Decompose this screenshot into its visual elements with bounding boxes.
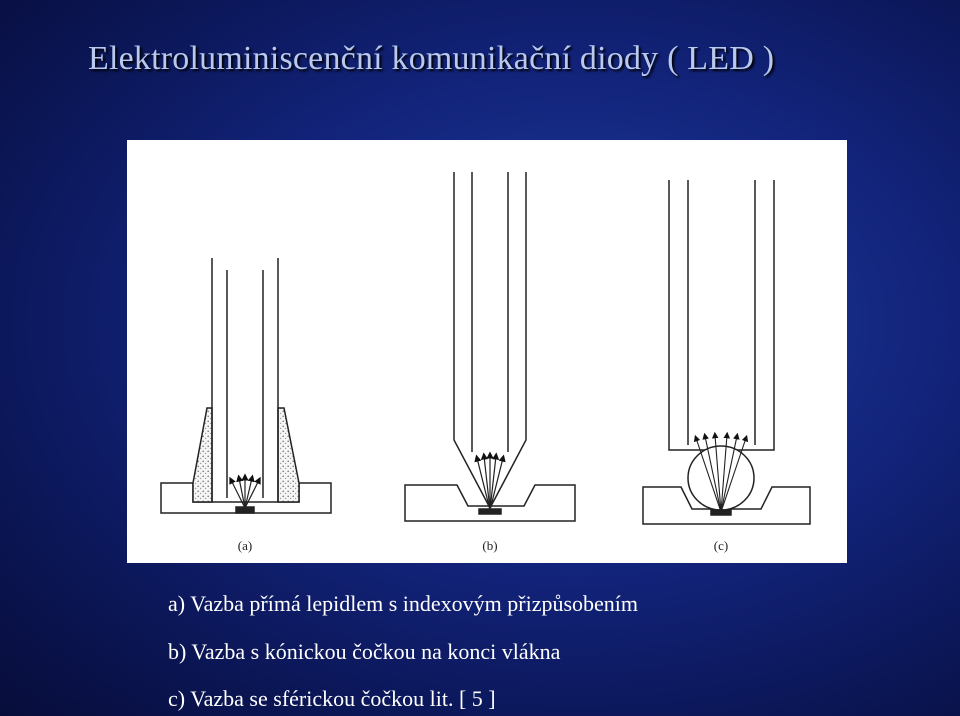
caption-b: b) Vazba s kónickou čočkou na konci vlákna — [168, 639, 561, 664]
caption-c: c) Vazba se sférickou čočkou lit. [ 5 ] — [168, 686, 496, 711]
caption-a: a) Vazba přímá lepidlem s indexovým přizpůsobením — [168, 591, 639, 616]
label-a: (a) — [237, 538, 253, 553]
label-b: (b) — [482, 538, 498, 553]
diagram-a — [161, 258, 331, 513]
diagram-c — [643, 180, 810, 524]
slide-title: Elektroluminiscenční komunikační diody ( LED ) — [88, 40, 775, 77]
label-c: (c) — [713, 538, 729, 553]
led-coupling-figure — [127, 140, 847, 563]
diagram-b — [405, 172, 575, 521]
